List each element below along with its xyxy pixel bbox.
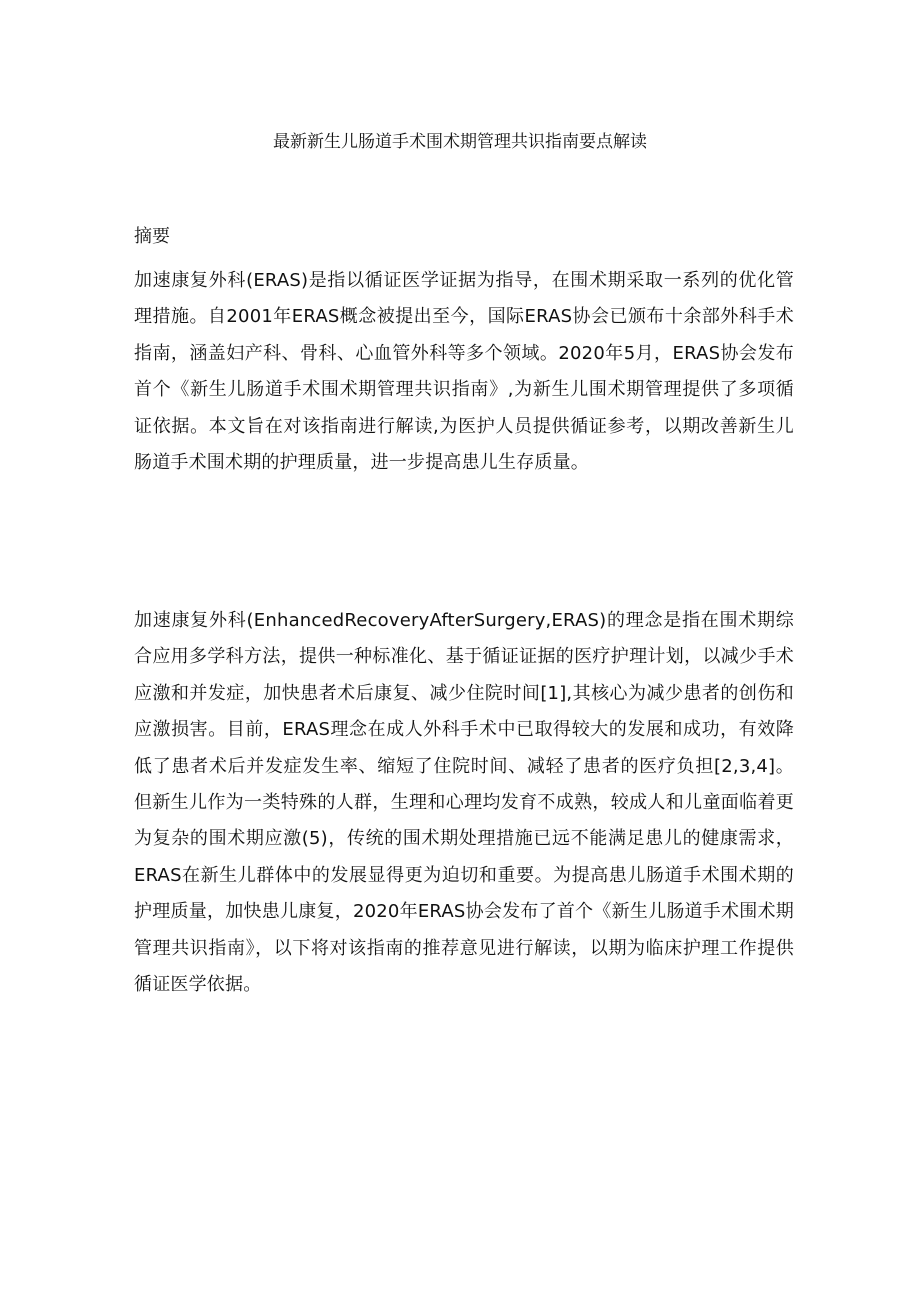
abstract-heading: 摘要 xyxy=(134,226,170,247)
abstract-paragraph: 加速康复外科(ERAS)是指以循证医学证据为指导，在围术期采取一系列的优化管理措施。自2001年ERAS概念被提出至今，国际ERAS协会已颁布十余部外科手术指南，涵盖妇产科、骨科、心血管外科等多个领域。2020年5月，ERAS协会发布首个《新生儿肠道手术围术期管理共识指南》,为新生儿围术期管理提供了多项循证依据。本文旨在对该指南进行解读,为医护人员提供循证参考，以期改善新生儿肠道手术围术期的护理质量，进一步提高患儿生存质量。 xyxy=(134,270,794,474)
document-title: 最新新生儿肠道手术围术期管理共识指南要点解读 xyxy=(273,132,647,152)
intro-paragraph: 加速康复外科(EnhancedRecoveryAfterSurgery,ERAS)的理念是指在围术期综合应用多学科方法，提供一种标准化、基于循证证据的医疗护理计划，以减少手术应激和并发症，加快患者术后康复、减少住院时间[1],其核心为减少患者的创伤和应激损害。目前，ERAS理念在成人外科手术中已取得较大的发展和成功，有效降低了患者术后并发症发生率、缩短了住院时间、减轻了患者的医疗负担[2,3,4]。但新生儿作为一类特殊的人群，生理和心理均发育不成熟，较成人和儿童面临着更为复杂的围术期应激(5)，传统的围术期处理措施已远不能满足患儿的健康需求，ERAS在新生儿群体中的发展显得更为迫切和重要。为提高患儿肠道手术围术期的护理质量，加快患儿康复，2020年ERAS协会发布了首个《新生儿肠道手术围术期管理共识指南》，以下将对该指南的推荐意见进行解读，以期为临床护理工作提供循证医学依据。 xyxy=(134,610,794,996)
